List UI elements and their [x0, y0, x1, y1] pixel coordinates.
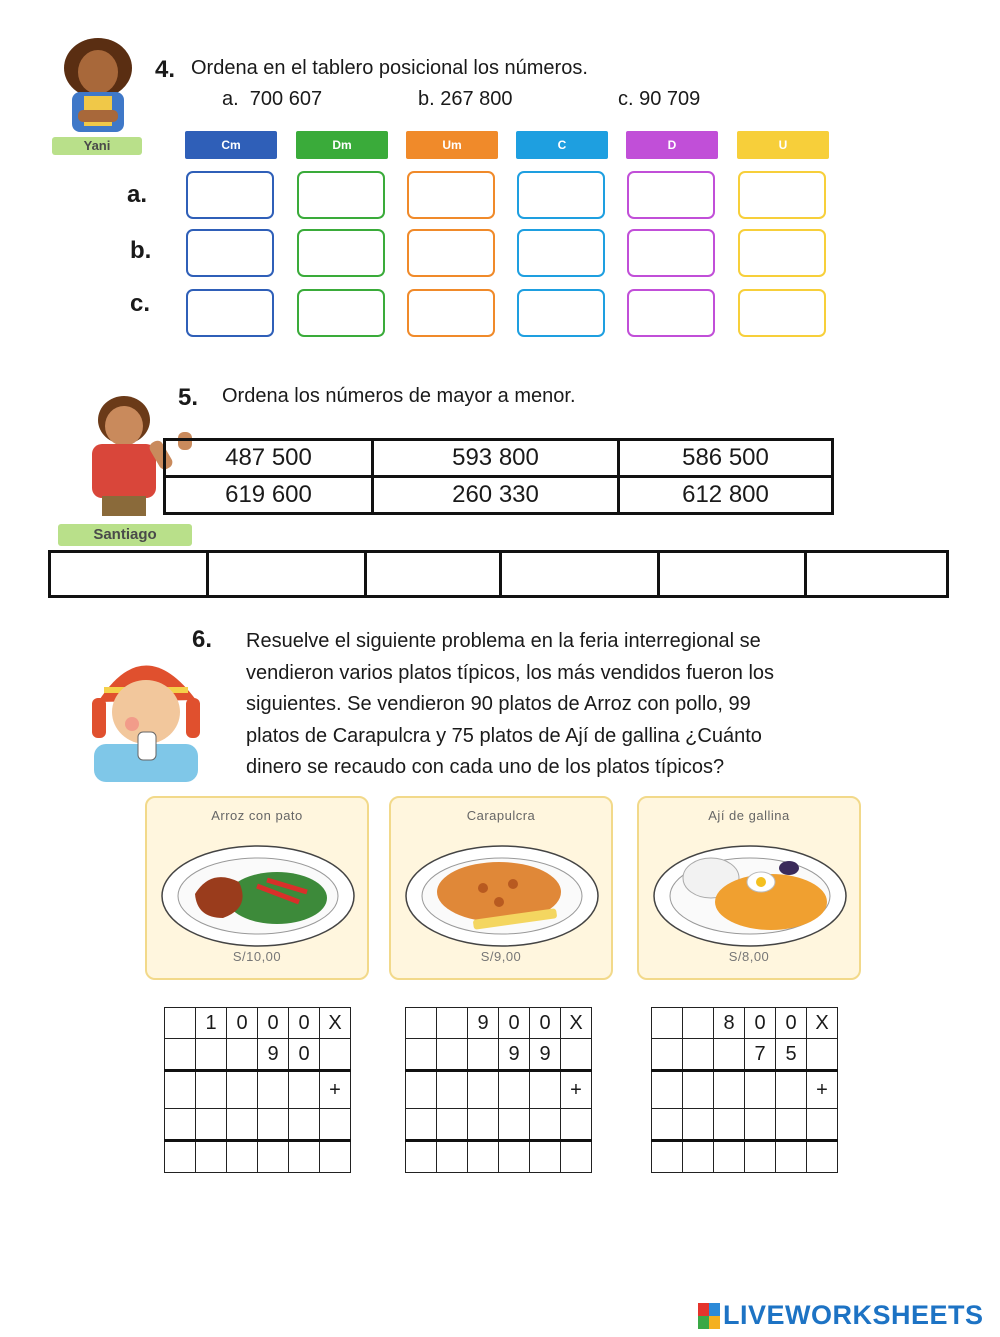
place-value-input[interactable] [186, 289, 274, 337]
grid-row [165, 1008, 351, 1039]
dish-card-carapulcra [389, 796, 613, 980]
grid-value: 0 [289, 1008, 320, 1039]
grid-value: + [320, 1071, 351, 1109]
place-value-input[interactable] [517, 171, 605, 219]
grid-input[interactable] [406, 1008, 437, 1039]
exercise-5-number: 5. [178, 384, 199, 411]
grid-value: 9 [258, 1039, 289, 1071]
grid-input[interactable] [165, 1109, 196, 1141]
grid-input[interactable] [530, 1109, 561, 1141]
grid-input[interactable] [561, 1109, 592, 1141]
grid-input[interactable] [683, 1039, 714, 1071]
dish-price: S/8,00 [728, 949, 770, 964]
grid-value: X [561, 1008, 592, 1039]
problem-line: platos de Carapulcra y 75 platos de Ají de gallina ¿Cuánto [246, 724, 762, 747]
grid-input[interactable] [406, 1109, 437, 1141]
place-value-input[interactable] [186, 171, 274, 219]
grid-input[interactable] [776, 1141, 807, 1173]
aji-plate-icon [651, 838, 849, 948]
grid-row [165, 1109, 351, 1141]
grid-value: 0 [227, 1008, 258, 1039]
grid-input[interactable] [437, 1109, 468, 1141]
multiplication-grid [164, 1007, 351, 1173]
grid-input[interactable] [652, 1109, 683, 1141]
numbers-row-1 [165, 440, 833, 477]
number-cell: 586 500 [619, 440, 833, 477]
carapulcra-plate-icon [403, 838, 601, 948]
number-cell: 260 330 [373, 477, 619, 514]
numbers-row-2 [165, 477, 833, 514]
place-value-input[interactable] [297, 289, 385, 337]
grid-input[interactable] [227, 1141, 258, 1173]
dish-card-arroz [145, 796, 369, 980]
grid-row [406, 1071, 592, 1109]
grid-input[interactable] [165, 1039, 196, 1071]
place-value-input[interactable] [738, 229, 826, 277]
grid-input[interactable] [437, 1039, 468, 1071]
grid-input[interactable] [165, 1008, 196, 1039]
grid-input[interactable] [320, 1109, 351, 1141]
place-header-c: C [516, 131, 608, 159]
row-label: b. [130, 237, 152, 264]
grid-row [652, 1039, 838, 1071]
grid-value: 9 [530, 1039, 561, 1071]
grid-input[interactable] [165, 1141, 196, 1173]
grid-input[interactable] [468, 1141, 499, 1173]
grid-input[interactable] [258, 1109, 289, 1141]
place-header-cm: Cm [185, 131, 277, 159]
exercise-4-item-a: a. 700 607 [222, 88, 323, 110]
grid-input[interactable] [437, 1071, 468, 1109]
grid-input[interactable] [652, 1141, 683, 1173]
place-value-input[interactable] [186, 229, 274, 277]
place-value-input[interactable] [407, 289, 495, 337]
grid-row [406, 1109, 592, 1141]
grid-value: 9 [468, 1008, 499, 1039]
dish-name: Carapulcra [466, 808, 536, 823]
grid-input[interactable] [320, 1141, 351, 1173]
santiago-name-tag [58, 524, 192, 546]
grid-input[interactable] [652, 1071, 683, 1109]
order-answer-input[interactable] [659, 552, 806, 597]
order-answer-input[interactable] [806, 552, 948, 597]
grid-input[interactable] [530, 1141, 561, 1173]
grid-input[interactable] [561, 1141, 592, 1173]
grid-input[interactable] [745, 1109, 776, 1141]
problem-line: siguientes. Se vendieron 90 platos de Arroz con pollo, 99 [246, 693, 751, 715]
liveworksheets-logo-icon [698, 1303, 720, 1329]
grid-input[interactable] [652, 1039, 683, 1071]
grid-value: 1 [196, 1008, 227, 1039]
grid-input[interactable] [561, 1039, 592, 1071]
order-answer-input[interactable] [50, 552, 208, 597]
grid-input[interactable] [776, 1109, 807, 1141]
grid-input[interactable] [227, 1109, 258, 1141]
exercise-4-item-c: c. 90 709 [618, 88, 701, 110]
grid-input[interactable] [499, 1071, 530, 1109]
grid-input[interactable] [683, 1071, 714, 1109]
grid-input[interactable] [714, 1141, 745, 1173]
exercise-6-number: 6. [192, 626, 213, 653]
grid-input[interactable] [714, 1039, 745, 1071]
grid-input[interactable] [196, 1109, 227, 1141]
place-header-dm: Dm [296, 131, 388, 159]
row-label: a. [127, 181, 148, 208]
row-label: c. [130, 290, 151, 317]
number-cell: 619 600 [165, 477, 373, 514]
multiplication-grid [405, 1007, 592, 1173]
liveworksheets-logo [698, 1300, 984, 1331]
grid-value: 9 [499, 1039, 530, 1071]
grid-row [652, 1071, 838, 1109]
grid-input[interactable] [437, 1008, 468, 1039]
number-cell: 612 800 [619, 477, 833, 514]
santiago-name: Santiago [93, 526, 157, 543]
yani-illustration [52, 34, 144, 154]
grid-input[interactable] [406, 1141, 437, 1173]
yani-name-tag [52, 137, 142, 155]
dish-name: Ají de gallina [708, 808, 790, 823]
grid-row [652, 1109, 838, 1141]
grid-input[interactable] [406, 1071, 437, 1109]
place-value-input[interactable] [297, 171, 385, 219]
grid-value: X [320, 1008, 351, 1039]
grid-value: X [807, 1008, 838, 1039]
grid-input[interactable] [683, 1109, 714, 1141]
grid-input[interactable] [745, 1071, 776, 1109]
grid-input[interactable] [530, 1071, 561, 1109]
place-header-um: Um [406, 131, 498, 159]
grid-input[interactable] [714, 1109, 745, 1141]
grid-input[interactable] [320, 1039, 351, 1071]
dish-name: Arroz con pato [211, 808, 303, 823]
grid-value: 0 [530, 1008, 561, 1039]
numbers-table [163, 438, 834, 515]
grid-input[interactable] [807, 1109, 838, 1141]
grid-value: 0 [499, 1008, 530, 1039]
grid-input[interactable] [258, 1071, 289, 1109]
multiplication-grid [651, 1007, 838, 1173]
order-answer-input[interactable] [501, 552, 659, 597]
grid-value: + [807, 1071, 838, 1109]
liveworksheets-brand: LIVEWORKSHEETS [723, 1300, 984, 1330]
grid-input[interactable] [406, 1039, 437, 1071]
grid-input[interactable] [499, 1109, 530, 1141]
grid-row [652, 1008, 838, 1039]
grid-row [652, 1141, 838, 1173]
grid-input[interactable] [714, 1071, 745, 1109]
place-value-input[interactable] [738, 289, 826, 337]
order-answer-row [48, 550, 949, 598]
grid-row [406, 1039, 592, 1071]
grid-value: 8 [714, 1008, 745, 1039]
grid-input[interactable] [468, 1071, 499, 1109]
grid-input[interactable] [683, 1008, 714, 1039]
grid-input[interactable] [468, 1109, 499, 1141]
grid-input[interactable] [499, 1141, 530, 1173]
arroz-plate-icon [159, 838, 357, 948]
dish-price: S/9,00 [480, 949, 522, 964]
grid-row [165, 1141, 351, 1173]
yani-name: Yani [83, 138, 111, 153]
number-cell: 487 500 [165, 440, 373, 477]
dish-price: S/10,00 [232, 949, 282, 964]
grid-input[interactable] [289, 1141, 320, 1173]
grid-value: 5 [776, 1039, 807, 1071]
place-value-input[interactable] [407, 171, 495, 219]
place-header-u: U [737, 131, 829, 159]
grid-input[interactable] [196, 1141, 227, 1173]
grid-value: 0 [258, 1008, 289, 1039]
grid-input[interactable] [776, 1071, 807, 1109]
exercise-6-problem [246, 626, 774, 784]
grid-input[interactable] [745, 1141, 776, 1173]
problem-line: dinero se recaudo con cada uno de los platos típicos? [246, 756, 725, 778]
grid-row [406, 1141, 592, 1173]
grid-input[interactable] [165, 1071, 196, 1109]
grid-input[interactable] [196, 1039, 227, 1071]
exercise-5-instruction: Ordena los números de mayor a menor. [222, 385, 576, 407]
order-answer-input[interactable] [366, 552, 501, 597]
problem-line: Resuelve el siguiente problema en la feria interregional se [246, 630, 761, 652]
grid-input[interactable] [652, 1008, 683, 1039]
grid-value: 0 [289, 1039, 320, 1071]
place-header-d: D [626, 131, 718, 159]
number-cell: 593 800 [373, 440, 619, 477]
grid-value: 0 [776, 1008, 807, 1039]
dish-card-aji [637, 796, 861, 980]
place-value-input[interactable] [407, 229, 495, 277]
grid-input[interactable] [227, 1039, 258, 1071]
grid-value: 0 [745, 1008, 776, 1039]
grid-row [165, 1039, 351, 1071]
grid-input[interactable] [437, 1141, 468, 1173]
grid-input[interactable] [227, 1071, 258, 1109]
problem-line: vendieron varios platos típicos, los más vendidos fueron los [246, 661, 775, 684]
place-value-input[interactable] [517, 289, 605, 337]
grid-row [406, 1008, 592, 1039]
exercise-4-instruction: Ordena en el tablero posicional los números. [191, 57, 588, 79]
grid-input[interactable] [807, 1141, 838, 1173]
grid-value: + [561, 1071, 592, 1109]
exercise-4-item-b: b. 267 800 [418, 88, 513, 110]
place-value-input[interactable] [738, 171, 826, 219]
boy-with-hat-illustration [84, 640, 208, 782]
order-answer-input[interactable] [208, 552, 366, 597]
grid-input[interactable] [807, 1039, 838, 1071]
grid-input[interactable] [258, 1141, 289, 1173]
place-value-input[interactable] [627, 289, 715, 337]
place-value-input[interactable] [627, 229, 715, 277]
grid-value: 7 [745, 1039, 776, 1071]
place-value-input[interactable] [297, 229, 385, 277]
place-value-input[interactable] [627, 171, 715, 219]
grid-input[interactable] [289, 1109, 320, 1141]
place-value-input[interactable] [517, 229, 605, 277]
grid-input[interactable] [289, 1071, 320, 1109]
grid-row [165, 1071, 351, 1109]
grid-input[interactable] [683, 1141, 714, 1173]
grid-input[interactable] [468, 1039, 499, 1071]
grid-input[interactable] [196, 1071, 227, 1109]
exercise-4-number: 4. [155, 56, 176, 83]
